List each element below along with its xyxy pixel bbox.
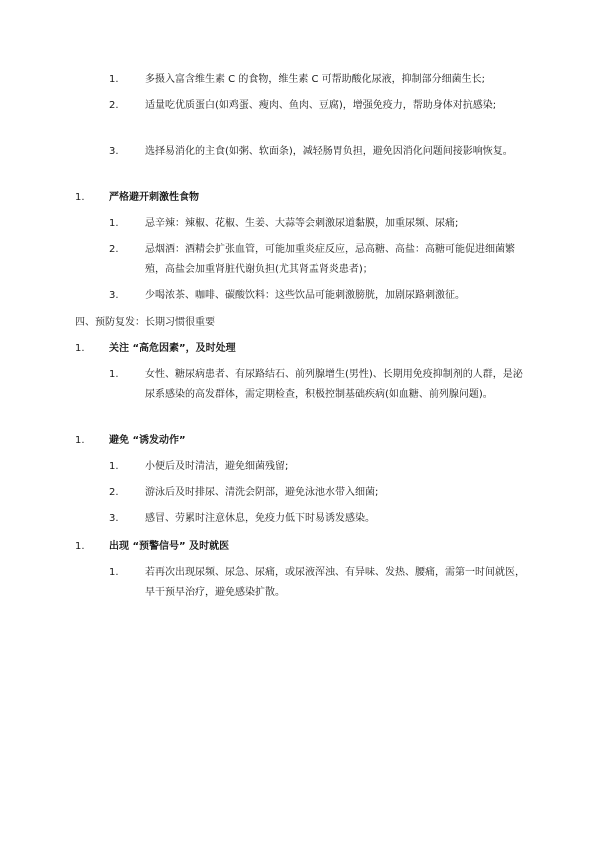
list-text: 忌烟酒：酒精会扩张血管，可能加重炎症反应，忌高糖、高盐：高糖可能促进细菌繁殖，高盐会加重肾脏代谢负担(尤其肾盂肾炎患者)； [145,244,515,275]
list-text: 小便后及时清洁，避免细菌残留; [145,461,289,472]
list-number: 3. [109,146,119,157]
list-number: 2. [109,487,119,498]
section-title: 关注 “高危因素”，及时处理 [109,343,236,354]
list-number: 3. [109,290,119,301]
section-title: 出现 “预警信号” 及时就医 [109,541,230,552]
section-title: 避免 “诱发动作” [109,435,186,446]
section-number: 1. [75,192,85,203]
section-title: 严格避开刺激性食物 [109,192,199,203]
list-text: 少喝浓茶、咖啡、碳酸饮料：这些饮品可能刺激膀胱，加剧尿路刺激征。 [145,290,465,301]
list-text: 感冒、劳累时注意休息，免疫力低下时易诱发感染。 [145,513,375,524]
list-text: 若再次出现尿频、尿急、尿痛，或尿液浑浊、有异味、发热、腰痛，需第一时间就医，早干预早治疗，避免感染扩散。 [145,567,525,598]
list-text: 忌辛辣：辣椒、花椒、生姜、大蒜等会刺激尿道黏膜，加重尿频、尿痛; [145,218,459,229]
list-text: 多摄入富含维生素 C 的食物，维生素 C 可帮助酸化尿液，抑制部分细菌生长; [145,74,486,85]
list-number: 2. [109,244,119,255]
list-number: 1. [109,369,119,380]
list-text: 选择易消化的主食(如粥、软面条)，减轻肠胃负担，避免因消化问题间接影响恢复。 [145,146,513,157]
list-text: 适量吃优质蛋白(如鸡蛋、瘦肉、鱼肉、豆腐)，增强免疫力，帮助身体对抗感染; [145,100,497,111]
list-number: 2. [109,100,119,111]
list-text: 游泳后及时排尿、清洗会阴部，避免泳池水带入细菌; [145,487,379,498]
list-number: 1. [109,218,119,229]
list-number: 1. [109,461,119,472]
list-text: 女性、糖尿病患者、有尿路结石、前列腺增生(男性)、长期用免疫抑制剂的人群，是泌尿系感染的高发群体，需定期检查，积极控制基础疾病(如血糖、前列腺问题)。 [145,369,523,400]
section-number: 1. [75,435,85,446]
list-number: 1. [109,567,119,578]
section-heading-text: 四、预防复发：长期习惯很重要 [75,317,215,328]
section-number: 1. [75,541,85,552]
list-number: 1. [109,74,119,85]
list-number: 3. [109,513,119,524]
section-number: 1. [75,343,85,354]
